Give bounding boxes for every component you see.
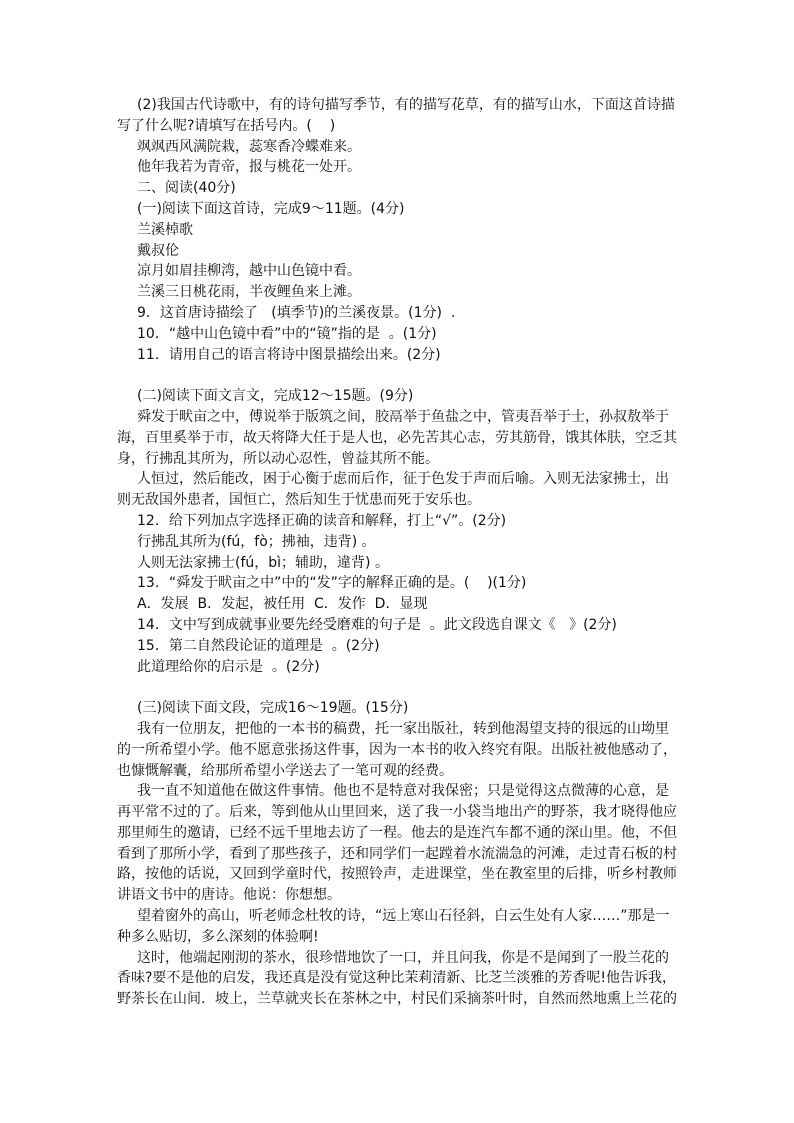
question-15-followup: 此道理给你的启示是 。(2分) <box>137 658 320 675</box>
spacer <box>117 365 685 386</box>
question-2-line-2: 写了什么呢?请填写在括号内。( ) <box>117 117 336 134</box>
poem-title: 兰溪棹歌 <box>137 221 193 238</box>
question-12: 12．给下列加点字选择正确的读音和解释，打上“√”。(2分) <box>137 512 507 529</box>
classical-text-line: 海，百里奚举于市，故天将降大任于是人也，必先苦其心志，劳其筋骨，饿其体肤，空乏其 <box>117 429 677 446</box>
document-page <box>117 95 685 1010</box>
poem-line: 凉月如眉挂柳湾，越中山色镜中看。 <box>137 263 361 280</box>
spacer <box>117 677 685 698</box>
question-14: 14．文中写到成就事业要先经受磨难的句子是 。此文段选自课文《 》(2分) <box>137 616 617 633</box>
classical-text-line: 身，行拂乱其所为，所以动心忍性，曾益其所不能。 <box>117 450 439 467</box>
passage-line: 望着窗外的高山，听老师念杜牧的诗，“远上寒山石径斜，白云生处有人家……”那是一 <box>137 908 670 925</box>
passage-line: 香味?要不是他的启发，我还真是没有觉这种比茉莉清新、比芝兰淡雅的芳香呢!他告诉我， <box>117 970 677 987</box>
question-10: 10．“越中山色镜中看”中的“镜”指的是 。(1分) <box>137 325 437 342</box>
poem-line: 飒飒西风满院栽，蕊寒香冷蝶难来。 <box>137 138 361 155</box>
passage-line: 也慷慨解囊，给那所希望小学送去了一笔可观的经费。 <box>117 762 453 779</box>
part-2-instruction: (二)阅读下面文言文，完成12～15题。(9分) <box>137 388 414 405</box>
question-15: 15．第二自然段论证的道理是 。(2分) <box>137 637 380 654</box>
passage-line: 这时，他端起刚沏的茶水，很珍惜地饮了一口，并且问我，你是不是闻到了一股兰花的 <box>137 949 669 966</box>
question-2-line-1: (2)我国古代诗歌中，有的诗句描写季节，有的描写花草，有的描写山水，下面这首诗描 <box>137 97 675 113</box>
passage-line: 我一直不知道他在做这件事情。他也不是特意对我保密；只是觉得这点微薄的心意，是 <box>137 783 669 800</box>
poem-line: 兰溪三日桃花雨，半夜鲤鱼来上滩。 <box>137 284 361 301</box>
classical-text-line: 舜发于畎亩之中，傅说举于版筑之间，胶鬲举于鱼盐之中，管夷吾举于士，孙叔敖举于 <box>137 408 669 425</box>
question-12-item: 行拂乱其所为(fú，fò；拂袖，违背) 。 <box>137 533 376 550</box>
question-13: 13．“舜发于畎亩之中”中的“发”字的解释正确的是。( )(1分) <box>137 575 527 592</box>
poem-author: 戴叔伦 <box>137 242 179 259</box>
passage-line: 我有一位朋友，把他的一本书的稿费，托一家出版社，转到他渴望支持的很远的山坳里 <box>137 720 669 737</box>
passage-line: 再平常不过的了。后来，等到他从山里回来，送了我一小袋当地出产的野茶，我才晓得他应 <box>117 804 677 821</box>
question-9: 9．这首唐诗描绘了 (填季节)的兰溪夜景。(1分) . <box>137 304 456 321</box>
passage-line: 路，按他的话说，又回到学童时代，按照铃声，走进课堂，坐在教室里的后排，听乡村教师 <box>117 866 677 883</box>
question-11: 11．请用自己的语言将诗中图景描绘出来。(2分) <box>137 346 441 363</box>
passage-line: 那里师生的邀请，已经不远千里地去访了一程。他去的是连汽车都不通的深山里。他，不但 <box>117 824 677 841</box>
passage-line: 种多么贴切，多么深刻的体验啊! <box>117 928 319 945</box>
part-3-instruction: (三)阅读下面文段，完成16～19题。(15分) <box>137 700 409 717</box>
question-12-item: 人则无法家拂士(fú，bì；辅助，違背) 。 <box>137 554 389 571</box>
part-1-instruction: (一)阅读下面这首诗，完成9～11题。(4分) <box>137 200 405 217</box>
passage-line: 看到了那所小学，看到了那些孩子，还和同学们一起蹚着水流湍急的河滩，走过青石板的村 <box>117 845 677 862</box>
classical-text-line: 人恒过，然后能改，困于心衡于虑而后作，征于色发于声而后喻。入则无法家拂士，出 <box>137 471 669 488</box>
passage-line: 的一所希望小学。他不愿意张扬这件事，因为一本书的收入终究有限。出版社被他感动了， <box>117 741 677 758</box>
question-13-options: A．发展 B．发起，被任用 C．发作 D．显现 <box>137 596 428 613</box>
passage-line: 野茶长在山间．坡上，兰草就夹长在茶林之中，村民们采摘茶叶时，自然而然地熏上兰花的 <box>117 991 677 1008</box>
section-heading: 二、阅读(40分) <box>137 180 236 197</box>
passage-line: 讲语文书中的唐诗。他说：你想想。 <box>117 887 341 904</box>
poem-line: 他年我若为青帝，报与桃花一处开。 <box>137 159 361 176</box>
classical-text-line: 则无敌国外患者，国恒亡，然后知生于忧患而死于安乐也。 <box>117 492 481 509</box>
